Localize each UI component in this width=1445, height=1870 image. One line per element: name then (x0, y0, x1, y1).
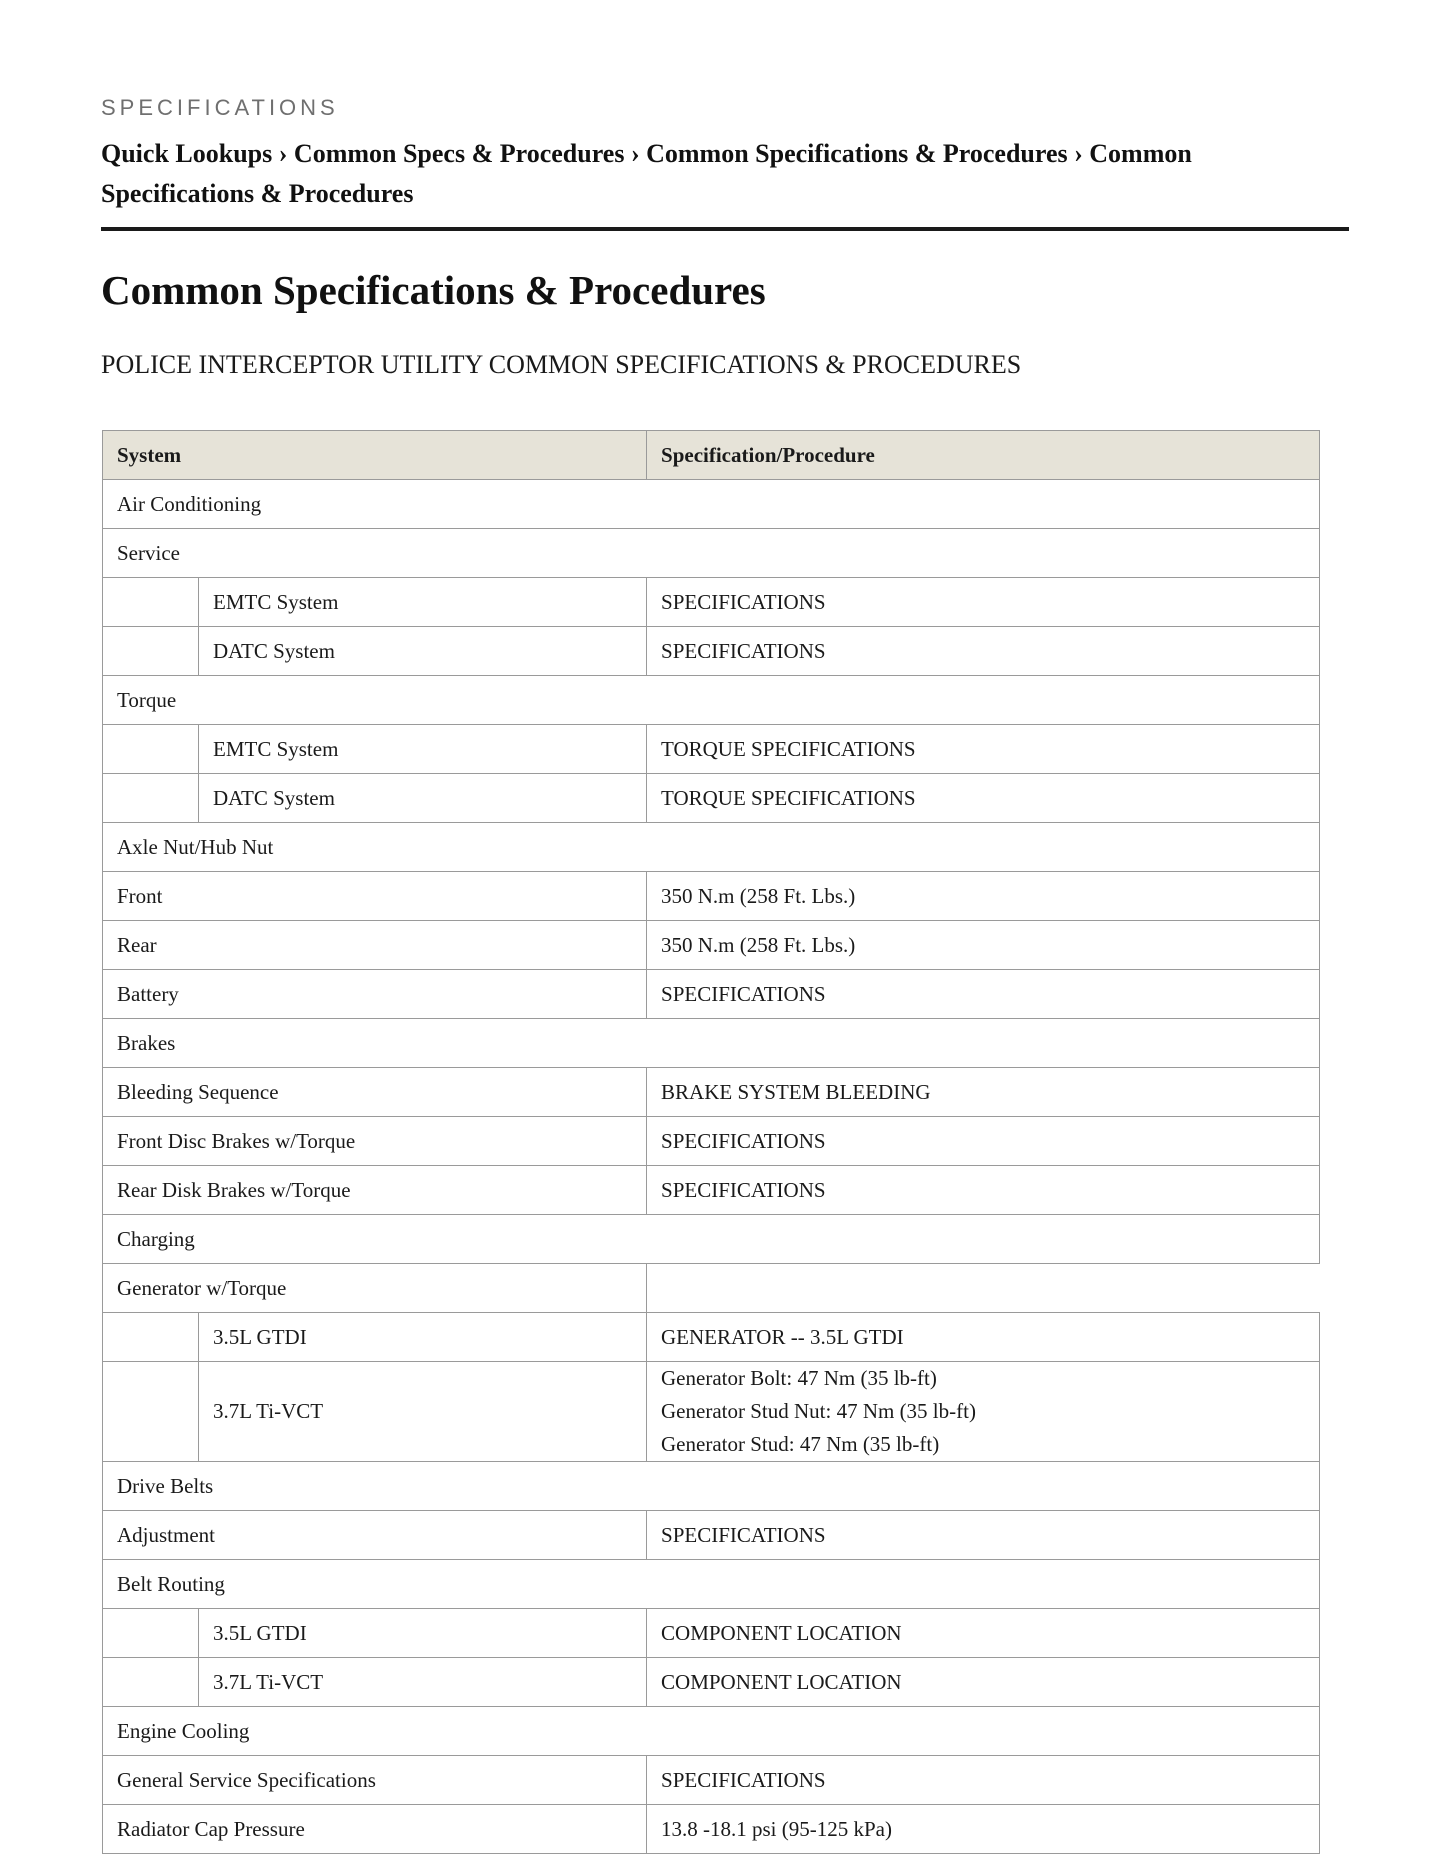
spec-line: Generator Stud Nut: 47 Nm (35 lb-ft) (661, 1399, 976, 1423)
subsystem-cell: Front Disc Brakes w/Torque (103, 1117, 647, 1166)
spec-link[interactable]: 13.8 -18.1 psi (95-125 kPa) (647, 1805, 1320, 1854)
indent-cell (103, 578, 199, 627)
table-row (103, 1511, 1320, 1560)
table-row (103, 1560, 1320, 1609)
component-cell: EMTC System (199, 725, 647, 774)
system-group-cell: Drive Belts (103, 1462, 1320, 1511)
spec-link[interactable]: GENERATOR -- 3.5L GTDI (647, 1313, 1320, 1362)
table-row (103, 1462, 1320, 1511)
breadcrumb-item[interactable]: Quick Lookups (101, 139, 273, 168)
subsystem-cell: Rear Disk Brakes w/Torque (103, 1166, 647, 1215)
table-row (103, 823, 1320, 872)
spec-link[interactable]: SPECIFICATIONS (647, 627, 1320, 676)
spec-link[interactable]: SPECIFICATIONS (647, 1117, 1320, 1166)
system-cell: Battery (103, 970, 647, 1019)
spec-link[interactable]: COMPONENT LOCATION (647, 1609, 1320, 1658)
column-header-system: System (103, 431, 647, 480)
table-row (103, 725, 1320, 774)
indent-cell (103, 1362, 199, 1462)
subsystem-cell: Adjustment (103, 1511, 647, 1560)
indent-cell (103, 1609, 199, 1658)
spec-link[interactable]: 350 N.m (258 Ft. Lbs.) (647, 872, 1320, 921)
column-header-specification: Specification/Procedure (647, 431, 1320, 480)
subsystem-cell: General Service Specifications (103, 1756, 647, 1805)
table-row (103, 529, 1320, 578)
table-row (103, 1707, 1320, 1756)
spec-line: Generator Stud: 47 Nm (35 lb-ft) (661, 1432, 940, 1456)
table-row (103, 1609, 1320, 1658)
subsystem-cell: Radiator Cap Pressure (103, 1805, 647, 1854)
component-cell: DATC System (199, 627, 647, 676)
breadcrumb (101, 134, 1349, 214)
table-row (103, 1756, 1320, 1805)
table-row (103, 1362, 1320, 1462)
subsystem-cell: Bleeding Sequence (103, 1068, 647, 1117)
table-header-row (103, 431, 1320, 480)
page-subtitle: POLICE INTERCEPTOR UTILITY COMMON SPECIFICATIONS & PROCEDURES (101, 350, 1022, 379)
spec-link[interactable]: SPECIFICATIONS (647, 970, 1320, 1019)
table-row (103, 578, 1320, 627)
spec-line: Generator Bolt: 47 Nm (35 lb-ft) (661, 1366, 937, 1390)
table-body (103, 480, 1320, 1854)
subsystem-group-cell: Torque (103, 676, 1320, 725)
indent-cell (103, 1658, 199, 1707)
breadcrumb-separator: › (1074, 139, 1090, 168)
empty-spec-cell (647, 1264, 1320, 1313)
spec-link[interactable]: SPECIFICATIONS (647, 1166, 1320, 1215)
spec-link[interactable]: SPECIFICATIONS (647, 1511, 1320, 1560)
table-row (103, 1166, 1320, 1215)
header-divider (101, 227, 1349, 231)
breadcrumb-item[interactable]: Common Specs & Procedures (293, 139, 625, 168)
section-label: SPECIFICATIONS (101, 95, 339, 120)
spec-link[interactable]: 350 N.m (258 Ft. Lbs.) (647, 921, 1320, 970)
breadcrumb-separator: › (630, 139, 647, 168)
system-group-cell: Axle Nut/Hub Nut (103, 823, 1320, 872)
table-row (103, 1805, 1320, 1854)
table-row (103, 676, 1320, 725)
spec-link[interactable]: SPECIFICATIONS (647, 1756, 1320, 1805)
spec-link[interactable]: TORQUE SPECIFICATIONS (647, 725, 1320, 774)
component-cell: 3.7L Ti-VCT (199, 1658, 647, 1707)
spec-link[interactable]: COMPONENT LOCATION (647, 1658, 1320, 1707)
breadcrumb-item[interactable]: Common Specifications & Procedures (646, 139, 1068, 168)
table-row (103, 627, 1320, 676)
spec-link[interactable]: TORQUE SPECIFICATIONS (647, 774, 1320, 823)
table-row (103, 480, 1320, 529)
system-group-cell: Charging (103, 1215, 1320, 1264)
table-row (103, 921, 1320, 970)
table-row (103, 1215, 1320, 1264)
subsystem-cell: Rear (103, 921, 647, 970)
subsystem-group-cell: Belt Routing (103, 1560, 1320, 1609)
breadcrumb-separator: › (278, 139, 294, 168)
specifications-table (102, 430, 1320, 1854)
table-row (103, 1658, 1320, 1707)
table-row (103, 1068, 1320, 1117)
system-group-cell: Brakes (103, 1019, 1320, 1068)
indent-cell (103, 774, 199, 823)
indent-cell (103, 627, 199, 676)
table-row (103, 1313, 1320, 1362)
breadcrumb-item-current: Common Specifications & Procedures (101, 139, 1192, 208)
spec-link[interactable]: BRAKE SYSTEM BLEEDING (647, 1068, 1320, 1117)
component-cell: DATC System (199, 774, 647, 823)
table-row (103, 970, 1320, 1019)
indent-cell (103, 725, 199, 774)
component-cell: 3.7L Ti-VCT (199, 1362, 647, 1462)
table-row (103, 774, 1320, 823)
subsystem-cell: Front (103, 872, 647, 921)
subsystem-cell: Generator w/Torque (103, 1264, 647, 1313)
table-row (103, 872, 1320, 921)
component-cell: 3.5L GTDI (199, 1313, 647, 1362)
component-cell: EMTC System (199, 578, 647, 627)
spec-multiline-cell (647, 1362, 1320, 1462)
subsystem-group-cell: Service (103, 529, 1320, 578)
system-group-cell: Engine Cooling (103, 1707, 1320, 1756)
indent-cell (103, 1313, 199, 1362)
system-group-cell: Air Conditioning (103, 480, 1320, 529)
spec-link[interactable]: SPECIFICATIONS (647, 578, 1320, 627)
table-row (103, 1019, 1320, 1068)
table-row (103, 1117, 1320, 1166)
table-row (103, 1264, 1320, 1313)
component-cell: 3.5L GTDI (199, 1609, 647, 1658)
page-title: Common Specifications & Procedures (101, 267, 766, 313)
